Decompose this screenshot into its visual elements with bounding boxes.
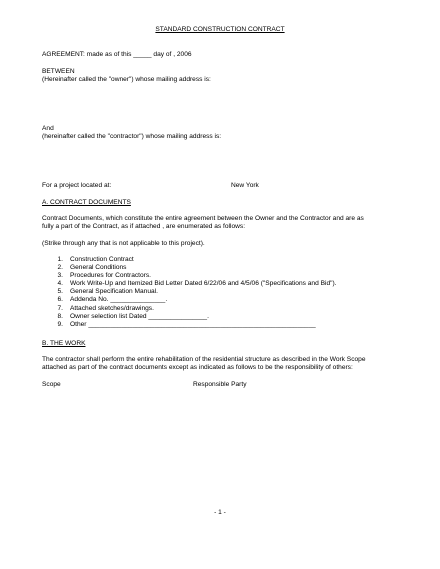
contractor-address-line: (hereinafter called the "contractor") whose mailing address is:	[42, 133, 222, 140]
section-a-heading: A. CONTRACT DOCUMENTS	[42, 199, 131, 206]
list-item-number: 5.	[57, 288, 63, 296]
list-item-number: 7.	[57, 304, 63, 312]
list-item-number: 4.	[57, 280, 63, 288]
list-item-text: Owner selection list Dated ________________.	[70, 312, 209, 320]
list-item-text: Procedures for Contractors.	[70, 272, 151, 280]
list-item-text: General Conditions	[70, 264, 127, 272]
section-b-paragraph-line-1: The contractor shall perform the entire rehabilitation of the residential structure as described in the Work Scope	[42, 356, 366, 363]
project-location-label: For a project located at:	[42, 182, 112, 189]
list-item-text: Other ______________________________________________________________	[70, 320, 316, 328]
list-item-text: General Specification Manual.	[70, 288, 158, 296]
list-item-number: 6.	[57, 296, 63, 304]
list-item-text: Work Write-Up and Itemized Bid Letter Dated 6/22/06 and 4/5/06 ("Specifications and Bid").	[70, 280, 337, 288]
page-title: STANDARD CONSTRUCTION CONTRACT	[155, 26, 285, 33]
strike-note: (Strike through any that is not applicable to this project).	[42, 240, 205, 247]
between-label: BETWEEN	[42, 68, 75, 75]
responsible-party-column-label: Responsible Party	[193, 381, 247, 388]
and-label: And	[42, 125, 54, 132]
list-item-text: Addenda No. _______________.	[70, 296, 168, 304]
list-item-number: 9.	[57, 320, 63, 328]
list-item-number: 8.	[57, 312, 63, 320]
section-b-heading: B. THE WORK	[42, 340, 86, 347]
section-b-paragraph-line-2: attached as part of the contract documents except as indicated as follows to be the responsibility of others:	[42, 364, 353, 371]
agreement-line: AGREEMENT: made as of this _____ day of , 2006	[42, 51, 192, 58]
section-a-paragraph-line-1: Contract Documents, which constitute the entire agreement between the Owner and the Contractor and are as	[42, 215, 364, 222]
section-a-paragraph-line-2: fully a part of the Contract, as if attached , are enumerated as follows:	[42, 223, 246, 230]
scope-column-label: Scope	[42, 381, 61, 388]
list-item-text: Attached sketches/drawings.	[70, 304, 154, 312]
list-item-number: 1.	[57, 256, 63, 263]
page-number: - 1 -	[214, 509, 226, 516]
owner-address-line: (Hereinafter called the "owner") whose mailing address is:	[42, 76, 211, 83]
list-item-text: Construction Contract	[70, 256, 134, 263]
list-item-number: 2.	[57, 264, 63, 272]
list-item-number: 3.	[57, 272, 63, 280]
project-location-value: New York	[231, 182, 259, 189]
